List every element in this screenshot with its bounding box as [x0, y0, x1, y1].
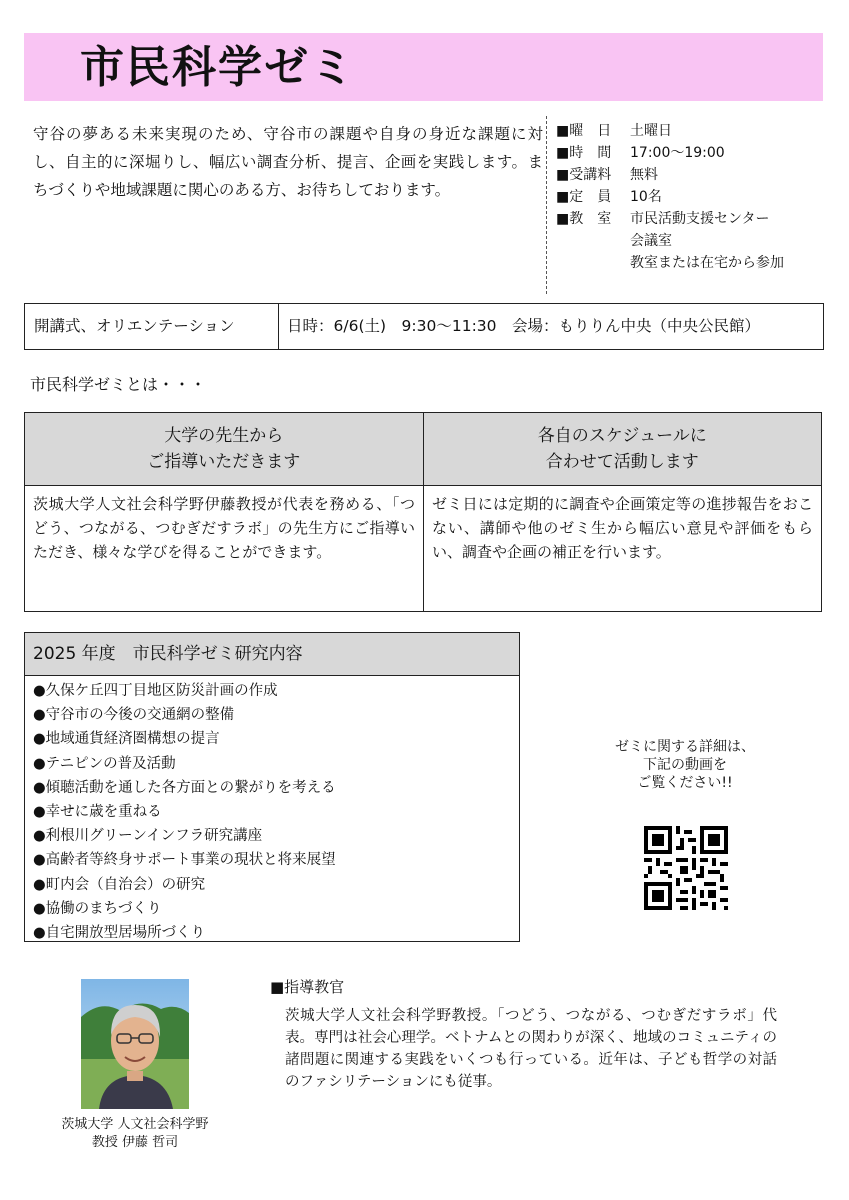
info-value: 土曜日 — [630, 123, 672, 139]
video-note-line: ご覧ください!! — [637, 775, 733, 791]
info-label: ■教 室 — [556, 211, 612, 227]
title-line: 大学の先生から — [164, 426, 284, 446]
info-label: ■時 間 — [556, 145, 612, 161]
list-item: ●テニピンの普及活動 — [33, 755, 176, 772]
instructor-heading: ■指導教官 — [270, 978, 345, 996]
ceremony-label: 開講式、オリエンテーション — [25, 304, 279, 349]
info-room-detail: 会議室 — [630, 233, 672, 249]
research-title: 2025 年度 市民科学ゼミ研究内容 — [25, 633, 519, 676]
list-item: ●協働のまちづくり — [33, 900, 162, 917]
info-value: 無料 — [630, 167, 658, 183]
about-col2-body: ゼミ日には定期的に調査や企画策定等の進捗報告をおこない、講師や他のゼミ生から幅広い意見や評価をもらい、調査や企画の補正を行います。 — [423, 486, 821, 611]
list-item: ●地域通貨経済圏構想の提言 — [33, 731, 220, 748]
info-label: ■曜 日 — [556, 123, 612, 139]
title-line: 合わせて活動します — [545, 452, 699, 472]
about-col2-title — [423, 413, 822, 485]
info-label: ■受講料 — [556, 167, 612, 183]
opening-ceremony-box — [24, 303, 824, 350]
instructor-photo — [81, 979, 189, 1109]
info-row-fee — [556, 164, 784, 186]
about-table-body — [25, 486, 821, 611]
title-line: ご指導いただきます — [147, 452, 301, 472]
list-item: ●高齢者等終身サポート事業の現状と将来展望 — [33, 852, 336, 869]
list-item: ●久保ケ丘四丁目地区防災計画の作成 — [33, 683, 278, 699]
list-item: ●町内会（自治会）の研究 — [33, 876, 206, 893]
list-item: ●幸せに歳を重ねる — [33, 804, 162, 821]
about-table-header — [25, 413, 821, 486]
list-item: ●自宅開放型居場所づくり — [33, 925, 206, 942]
list-item: ●傾聴活動を通した各方面との繋がりを考える — [33, 779, 336, 796]
list-item: ●利根川グリーンインフラ研究講座 — [33, 828, 263, 845]
research-box — [24, 632, 520, 942]
dashed-divider — [546, 116, 547, 294]
qr-code-icon[interactable] — [644, 826, 728, 910]
caption-line: 茨城大学 人文社会科学野 — [61, 1117, 209, 1132]
instructor-caption — [40, 1116, 230, 1152]
info-row-room — [556, 208, 784, 230]
list-item: ●守谷市の今後の交通網の整備 — [33, 707, 235, 724]
info-label: ■定 員 — [556, 189, 612, 205]
about-col1-body: 茨城大学人文社会科学野伊藤教授が代表を務める、「つどう、つながる、つむぎだすラボ」の先生方にご指導いただき、様々な学びを得ることができます。 — [33, 495, 415, 561]
info-room-detail: 教室または在宅から参加 — [630, 255, 784, 271]
video-note-line: ゼミに関する詳細は、 — [615, 739, 755, 755]
instructor-bio: 茨城大学人文社会科学野教授。「つどう、つながる、つむぎだすラボ」代表。専門は社会心理学。ベトナムとの関わりが深く、地域のコミュニティの諸問題に関連する実践をいくつも行っている。近年は、子ども哲学の対話のファシリテーションにも従事。 — [285, 1008, 777, 1090]
info-row-day — [556, 120, 784, 142]
info-value: 10名 — [630, 189, 662, 205]
page-title: 市民科学ゼミ — [80, 42, 356, 93]
info-row-time — [556, 142, 784, 164]
caption-line: 教授 伊藤 哲司 — [91, 1135, 179, 1150]
research-list — [25, 676, 519, 945]
video-note-line: 下記の動画を — [643, 757, 727, 773]
about-col1-title — [25, 413, 423, 485]
about-table — [24, 412, 822, 612]
title-line: 各自のスケジュールに — [537, 426, 707, 446]
info-value: 市民活動支援センター — [630, 211, 770, 227]
ceremony-detail: 日時：6/6(土) 9:30〜11:30 会場：もりりん中央（中央公民館） — [287, 317, 761, 335]
info-row-capacity — [556, 186, 784, 208]
intro-text: 守谷の夢ある未来実現のため、守谷市の課題や自身の身近な課題に対し、自主的に深堀りし、幅広い調査分析、提言、企画を実践します。まちづくりや地域課題に関心のある方、お待ちしております。 — [33, 125, 543, 199]
info-list — [556, 120, 784, 274]
about-heading: 市民科学ゼミとは・・・ — [30, 375, 207, 394]
video-note — [585, 738, 785, 792]
info-value: 17:00〜19:00 — [630, 145, 725, 161]
